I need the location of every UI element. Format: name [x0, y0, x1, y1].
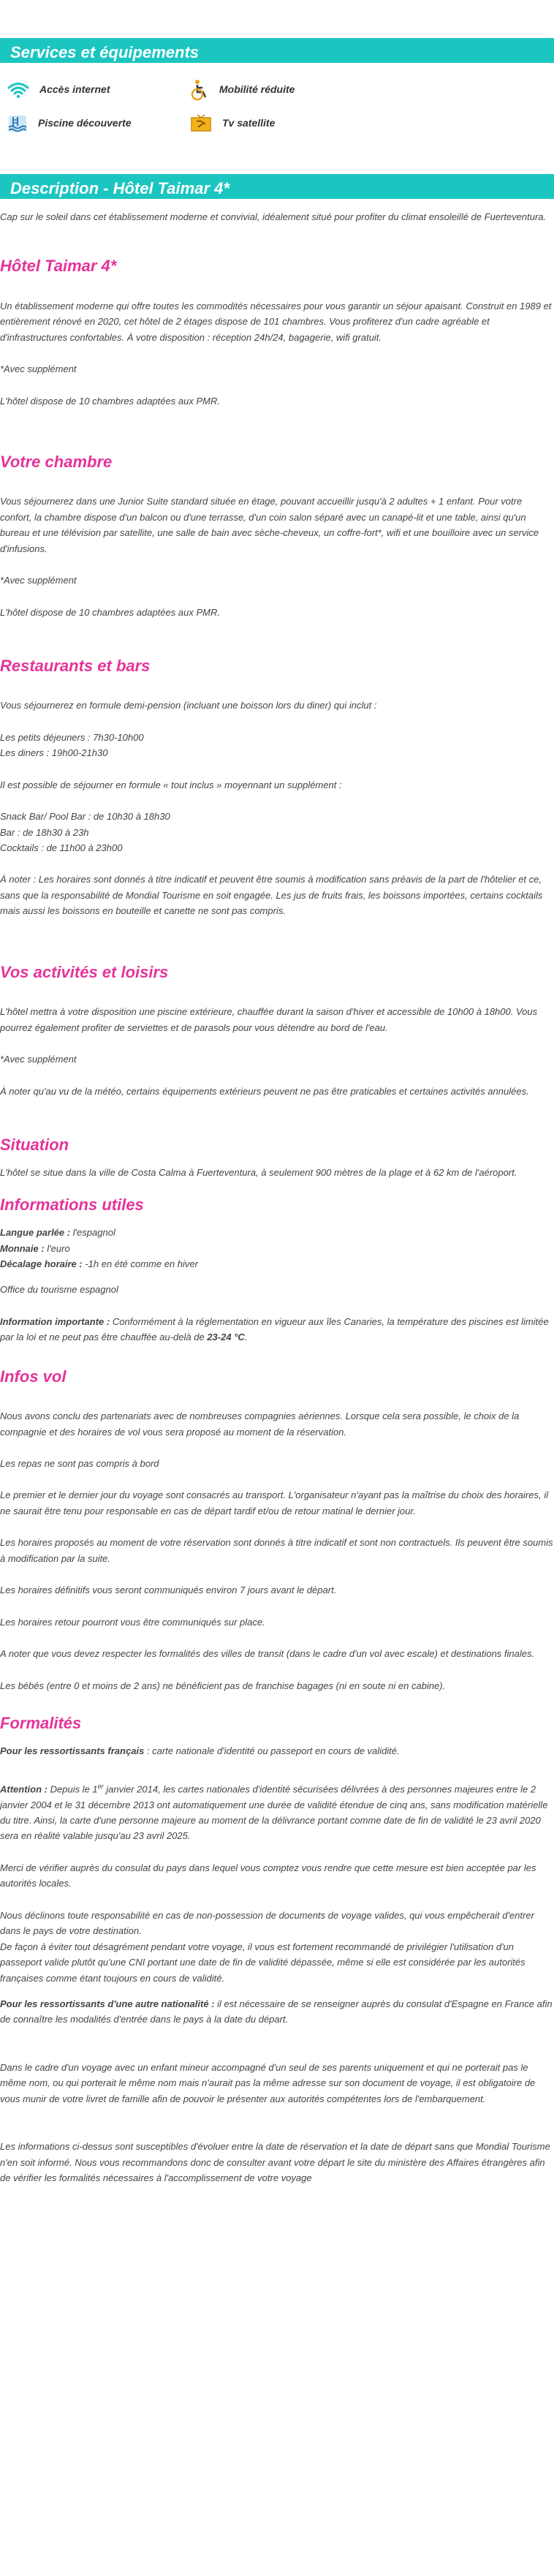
restaurants-cocktails: Cocktails : de 11h00 à 23h00	[0, 842, 123, 854]
tv-icon	[190, 114, 212, 133]
formalities-attention: Attention : Depuis le 1er janvier 2014, les cartes nationales d'identité sécurisées délivrées à des personnes majeures entre le 2 janvier 2004 et le 31 décembre 2013 ont automatiquement une durée de validité étendue de cinq ans, sans modification matérielle du titre. Ainsi, la carte d'une personne majeure au moment de la délivrance portant comme date de fin de validité le 23 avril 2020 sera en réalité valable jusqu'au 23 avril 2025.	[0, 1782, 548, 1842]
equipment-item-pool	[7, 107, 190, 140]
equipment-label-tv: Tv satellite	[222, 117, 276, 129]
wifi-icon	[7, 81, 29, 99]
restaurants-allinclusive: Il est possible de séjourner en formule « tout inclus » moyennant un supplément :	[0, 779, 342, 790]
hotel-pmr: L'hôtel dispose de 10 chambres adaptées aux PMR.	[0, 395, 220, 407]
info-currency: Monnaie : l'euro	[0, 1242, 70, 1254]
description-header: Description - Hôtel Taimar 4*	[0, 171, 554, 199]
equipment-item-internet	[7, 73, 190, 107]
flights-transport: Le premier et le dernier jour du voyage sont consacrés au transport. L'organisateur n'ayant pas la maîtrise du choix des horaires, il ne saurait être tenu pour responsable en cas de départ tardif et/ou de retour matinal le dernier jour.	[0, 1489, 548, 1516]
equipment-item-tv	[190, 107, 373, 140]
activities-paragraph: L'hôtel mettra à votre disposition une piscine extérieure, chauffée durant la saison d'hiver et accessible de 10h00 à 18h00. Vous pourrez également profiter de serviettes et de parasols pour vous détendre au bord de l'eau.	[0, 1006, 538, 1033]
flights-schedules: Les horaires proposés au moment de votre réservation sont donnés à titre indicatif et sont non contractuels. Ils peuvent être soumis à modification par la suite.	[0, 1537, 553, 1564]
section-title-room: Votre chambre	[0, 453, 113, 472]
equipment-label-internet: Accès internet	[39, 83, 110, 96]
description-intro: Cap sur le soleil dans cet établissement moderne et convivial, idéalement situé pour profiter du climat ensoleillé de Fuerteventura.	[0, 211, 547, 222]
flights-return: Les horaires retour pourront vous être communiqués sur place.	[0, 1616, 265, 1628]
equipment-list	[0, 63, 554, 140]
restaurants-bars	[0, 809, 554, 855]
restaurants-note: À noter : Les horaires sont donnés à titre indicatif et peuvent être soumis à modification sans préavis de la part de l'hôtelier et ce, sans que la responsabilité de Mondial Tourisme en soit engagée. Les jus de fruits frais, les boissons importées, certains cocktails mais aussi les boissons en bouteille et canette ne sont pas compris.	[0, 874, 543, 917]
section-title-activities: Vos activités et loisirs	[0, 962, 169, 981]
room-note: *Avec supplément	[0, 575, 77, 586]
section-title-info: Informations utiles	[0, 1195, 144, 1214]
flights-partners: Nous avons conclu des partenariats avec de nombreuses compagnies aériennes. Lorsque cela sera possible, le choix de la compagnie et des horaires de vol vous sera proposé au moment de la réservation.	[0, 1410, 520, 1438]
section-title-flights: Infos vol	[0, 1367, 67, 1386]
section-title-restaurants: Restaurants et bars	[0, 657, 151, 676]
equipment-label-pool: Piscine découverte	[38, 117, 132, 129]
restaurants-snack: Snack Bar/ Pool Bar : de 10h30 à 18h30	[0, 811, 170, 823]
restaurants-breakfast: Les petits déjeuners : 7h30-10h00	[0, 731, 144, 743]
flights-transit: A noter que vous devez respecter les formalités des villes de transit (dans le cadre d'un vol avec escale) et destinations finales.	[0, 1648, 535, 1660]
formalities-disclaimer: Les informations ci-dessus sont susceptibles d'évoluer entre la date de réservation et la date de départ sans que Mondial Tourisme n'en soit informé. Nous vous recommandons donc de consulter avant votre départ le site du ministère des Affaires étrangères afin de vérifier les formalités nécessaires à l'accomplissement de votre voyage	[0, 2141, 550, 2184]
situation-paragraph: L'hôtel se situe dans la ville de Costa Calma à Fuerteventura, à seulement 900 mètres de la plage et à 62 km de l'aéroport.	[0, 1167, 517, 1179]
wheelchair-icon	[190, 79, 209, 101]
equipment-label-mobility: Mobilité réduite	[219, 83, 295, 96]
formalities-responsibility: Nous déclinons toute responsabilité en cas de non-possession de documents de voyage valides, qui vous empêcherait d'entrer dans le pays de votre destination. De façon à éviter tout désagrément pendant votre voyage, il vous est fortement recommandé de privilégier l'utilisation d'un passeport valide plutôt qu'une CNI portant une date de fin de validité dépassée, même si elle est considérée par les autorités françaises comme étant toujours en cours de validité.	[0, 1909, 534, 1984]
description-content	[0, 209, 554, 2186]
formalities-french: Pour les ressortissants français : carte nationale d'identité ou passeport en cours de validité.	[0, 1745, 400, 1757]
flights-babies: Les bébés (entre 0 et moins de 2 ans) ne bénéficient pas de franchise bagages (ni en soute ni en cabine).	[0, 1680, 446, 1691]
flights-meals: Les repas ne sont pas compris à bord	[0, 1458, 159, 1470]
info-facts	[0, 1225, 554, 1272]
restaurants-intro: Vous séjournerez en formule demi-pension (incluant une boisson lors du diner) qui inclut :	[0, 700, 377, 711]
section-title-situation: Situation	[0, 1135, 69, 1154]
formalities-consulate: Merci de vérifier auprès du consulat du pays dans lequel vous comptez vous rendre que cette mesure est bien acceptée par les autorités locales.	[0, 1862, 536, 1889]
info-timezone: Décalage horaire : -1h en été comme en hiver	[0, 1258, 198, 1270]
info-tourism-office: Office du tourisme espagnol	[0, 1284, 118, 1296]
equipment-item-mobility	[190, 73, 373, 107]
restaurants-dinner: Les diners : 19h00-21h30	[0, 747, 108, 759]
pool-icon	[7, 114, 28, 133]
activities-weather: À noter qu'au vu de la météo, certains équipements extérieurs peuvent ne pas être praticables et certaines activités annulées.	[0, 1085, 529, 1097]
room-pmr: L'hôtel dispose de 10 chambres adaptées aux PMR.	[0, 606, 220, 618]
info-language: Langue parlée : l'espagnol	[0, 1227, 115, 1239]
section-title-hotel: Hôtel Taimar 4*	[0, 257, 117, 276]
activities-note: *Avec supplément	[0, 1054, 77, 1065]
info-important: Information importante : Conformément à la réglementation en vigueur aux îles Canaries, la température des piscines est limitée par la loi et ne peut pas être chauffée au-delà de 23-24 °C.	[0, 1315, 549, 1343]
restaurants-meals	[0, 730, 554, 761]
services-header: Services et équipements	[0, 35, 554, 63]
flights-final-schedules: Les horaires définitifs vous seront communiqués environ 7 jours avant le départ.	[0, 1584, 337, 1596]
section-title-formalities: Formalités	[0, 1713, 82, 1732]
hotel-paragraph: Un établissement moderne qui offre toutes les commodités nécessaires pour vous garantir un séjour apaisant. Construit en 1989 et entièrement rénové en 2020, cet hôtel de 2 étages dispose de 101 chambres. Vous profiterez d'un cadre agréable et d'infrastructures confortables. À votre disposition : réception 24h/24, bagagerie, wifi gratuit.	[0, 300, 552, 343]
formalities-minor: Dans le cadre d'un voyage avec un enfant mineur accompagné d'un seul de ses parents uniquement et qui ne porterait pas le même nom, ou qui porterait le même nom mais n'aurait pas la même adresse sur son document de voyage, il est obligatoire de vous munir de votre livret de famille afin de pouvoir le présenter aux autorités compétentes lors de l'embarquement.	[0, 2061, 536, 2104]
restaurants-bar: Bar : de 18h30 à 23h	[0, 826, 89, 838]
hotel-note: *Avec supplément	[0, 363, 77, 375]
formalities-other-nationality: Pour les ressortissants d'une autre nationalité : il est nécessaire de se renseigner auprès du consulat d'Espagne en France afin de connaître les modalités d'entrée dans le pays à la date du départ.	[0, 1998, 553, 2025]
room-paragraph: Vous séjournerez dans une Junior Suite standard située en étage, pouvant accueillir jusqu'à 2 adultes + 1 enfant. Pour votre confort, la chambre dispose d'un balcon ou d'une terrasse, d'un coin salon séparé avec un canapé-lit et une table, ainsi qu'un bureau et une télévision par satellite, une salle de bain avec sèche-cheveux, un coffre-fort*, wifi et une bouilloire avec un service d'infusions.	[0, 496, 539, 554]
